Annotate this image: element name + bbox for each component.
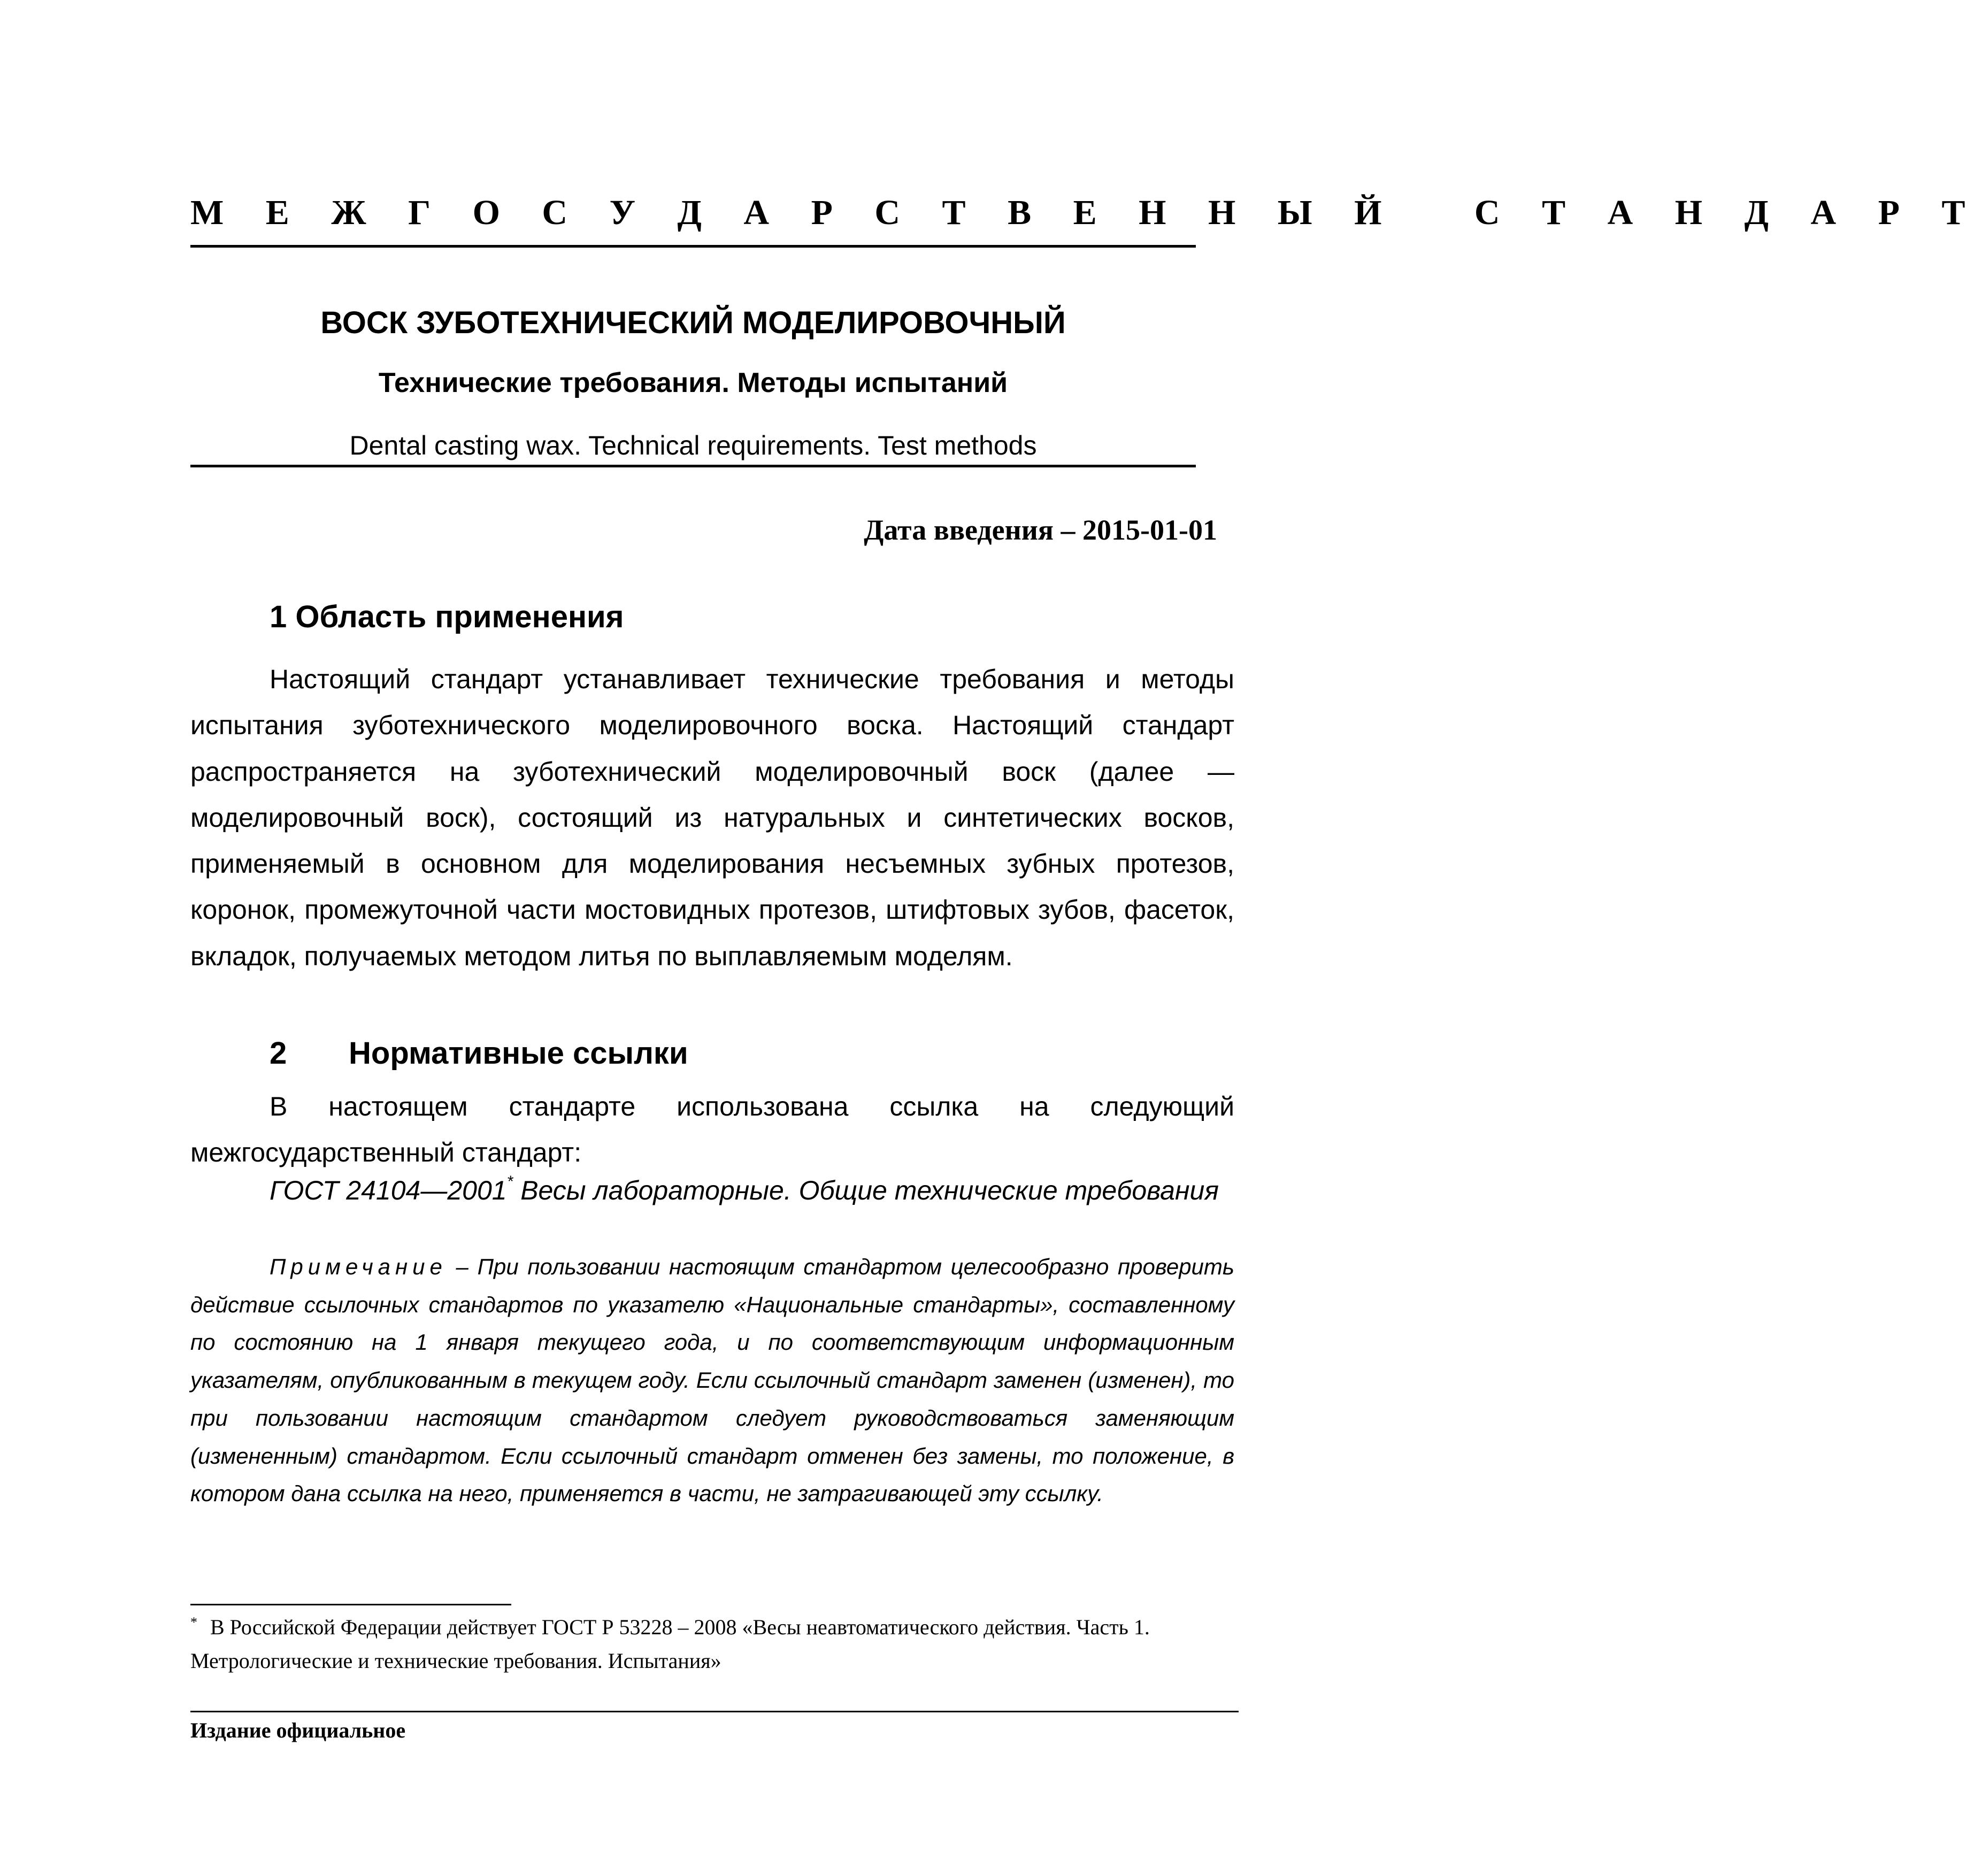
official-edition-label: Издание официальное — [190, 1718, 406, 1742]
footnote — [190, 1612, 1207, 1677]
document-subtitle: Технические требования. Методы испытаний — [378, 367, 1008, 398]
referenced-standard-code: ГОСТ 24104—2001 — [270, 1175, 507, 1205]
footnote-marker: * — [506, 1173, 513, 1191]
document-english-title: Dental casting wax. Technical requirements. Test methods — [349, 430, 1037, 460]
introduction-date: Дата введения – 2015-01-01 — [864, 514, 1217, 546]
document-title: ВОСК ЗУБОТЕХНИЧЕСКИЙ МОДЕЛИРОВОЧНЫЙ — [320, 305, 1066, 340]
footnote-text: В Российской Федерации действует ГОСТ Р 53228 – 2008 «Весы неавтоматического действия. Часть 1. Метрологические и технические требования. Испытания» — [190, 1615, 1150, 1673]
section-1-paragraph: Настоящий стандарт устанавливает технические требования и методы испытания зуботехнического моделировочного воска. Настоящий стандарт распространяется на зуботехнический моделировочный воск (далее — моделировочный воск), состоящий из натуральных и синтетических восков, применяемый в основном для моделирования несъемных зубных протезов, коронок, промежуточной части мостовидных протезов, штифтовых зубов, фасеток, вкладок, получаемых методом литья по выплавляемым моделям. — [190, 664, 1234, 971]
referenced-standard-title: Весы лабораторные. Общие технические требования — [520, 1175, 1219, 1205]
section-2-number: 2 — [270, 1036, 287, 1071]
title-divider — [190, 465, 1196, 467]
footnote-divider — [190, 1604, 511, 1605]
section-1-heading: 1 Область применения — [270, 599, 624, 634]
note-paragraph — [190, 1248, 1234, 1513]
header-divider — [190, 245, 1196, 248]
note-dash: – — [447, 1254, 478, 1279]
note-label: Примечание — [270, 1254, 447, 1279]
section-2-heading: Нормативные ссылки — [349, 1036, 688, 1071]
section-2-paragraph: В настоящем стандарте использована ссылка на следующий межгосударственный стандарт: — [190, 1091, 1234, 1168]
standard-type-header: М Е Ж Г О С У Д А Р С Т В Е Н Н Ы Й С Т А Н Д А Р Т — [190, 193, 1982, 232]
note-text: При пользовании настоящим стандартом целесообразно проверить действие ссылочных стандартов по указателю «Национальные стандарты», составленному по состоянию на 1 января текущего года, и по соответствующим информационным указателям, опубликованным в текущем году. Если ссылочный стандарт заменен (изменен), то при пользовании настоящим стандартом следует руководствоваться заменяющим (измененным) стандартом. Если ссылочный стандарт отменен без замены, то положение, в котором дана ссылка на него, применяется в части, не затрагивающей эту ссылку. — [190, 1254, 1234, 1506]
footer-divider — [190, 1711, 1239, 1712]
referenced-standard — [270, 1175, 1219, 1206]
footnote-mark: * — [190, 1614, 197, 1630]
